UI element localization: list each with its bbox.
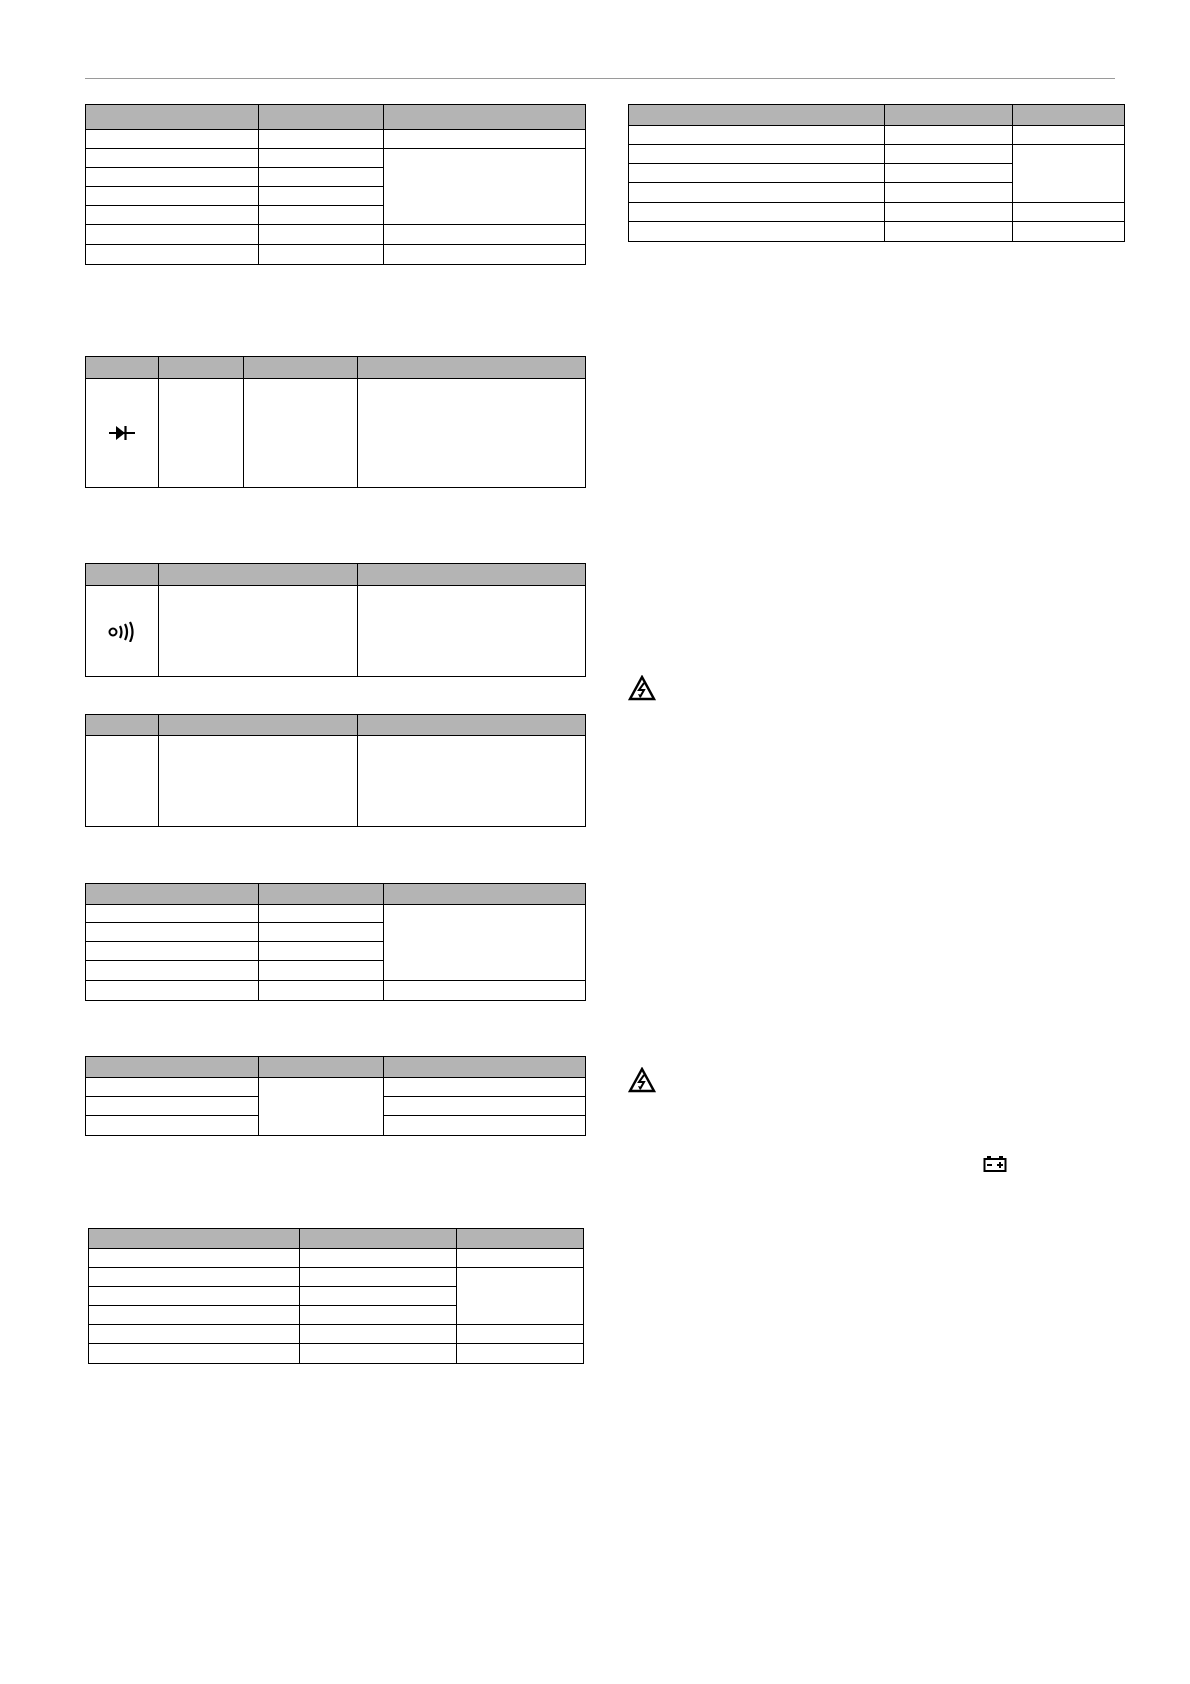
table-header-row xyxy=(629,105,1124,126)
continuity-test-table xyxy=(85,563,586,677)
lightning-warning-triangle-icon xyxy=(628,1067,656,1093)
spec-table-6 xyxy=(85,1056,586,1136)
table-header-row xyxy=(86,357,585,379)
spec-table-5 xyxy=(85,883,586,1001)
table-header-row xyxy=(89,1229,583,1249)
table-header-row xyxy=(86,884,585,905)
table-header-row xyxy=(86,564,585,586)
continuity-beeper-icon xyxy=(86,585,158,676)
table-header-row xyxy=(86,1057,585,1078)
spec-table-7 xyxy=(88,1228,584,1364)
spec-table-4 xyxy=(85,714,586,827)
header-rule xyxy=(85,78,1115,79)
spec-table-1 xyxy=(85,104,586,265)
table-header-row xyxy=(86,105,585,130)
lightning-warning-triangle-icon xyxy=(628,675,656,701)
spec-table-right-1 xyxy=(628,104,1125,242)
diode-test-table xyxy=(85,356,586,488)
low-battery-icon xyxy=(983,1155,1007,1173)
table-header-row xyxy=(86,715,585,736)
diode-icon xyxy=(86,378,158,487)
